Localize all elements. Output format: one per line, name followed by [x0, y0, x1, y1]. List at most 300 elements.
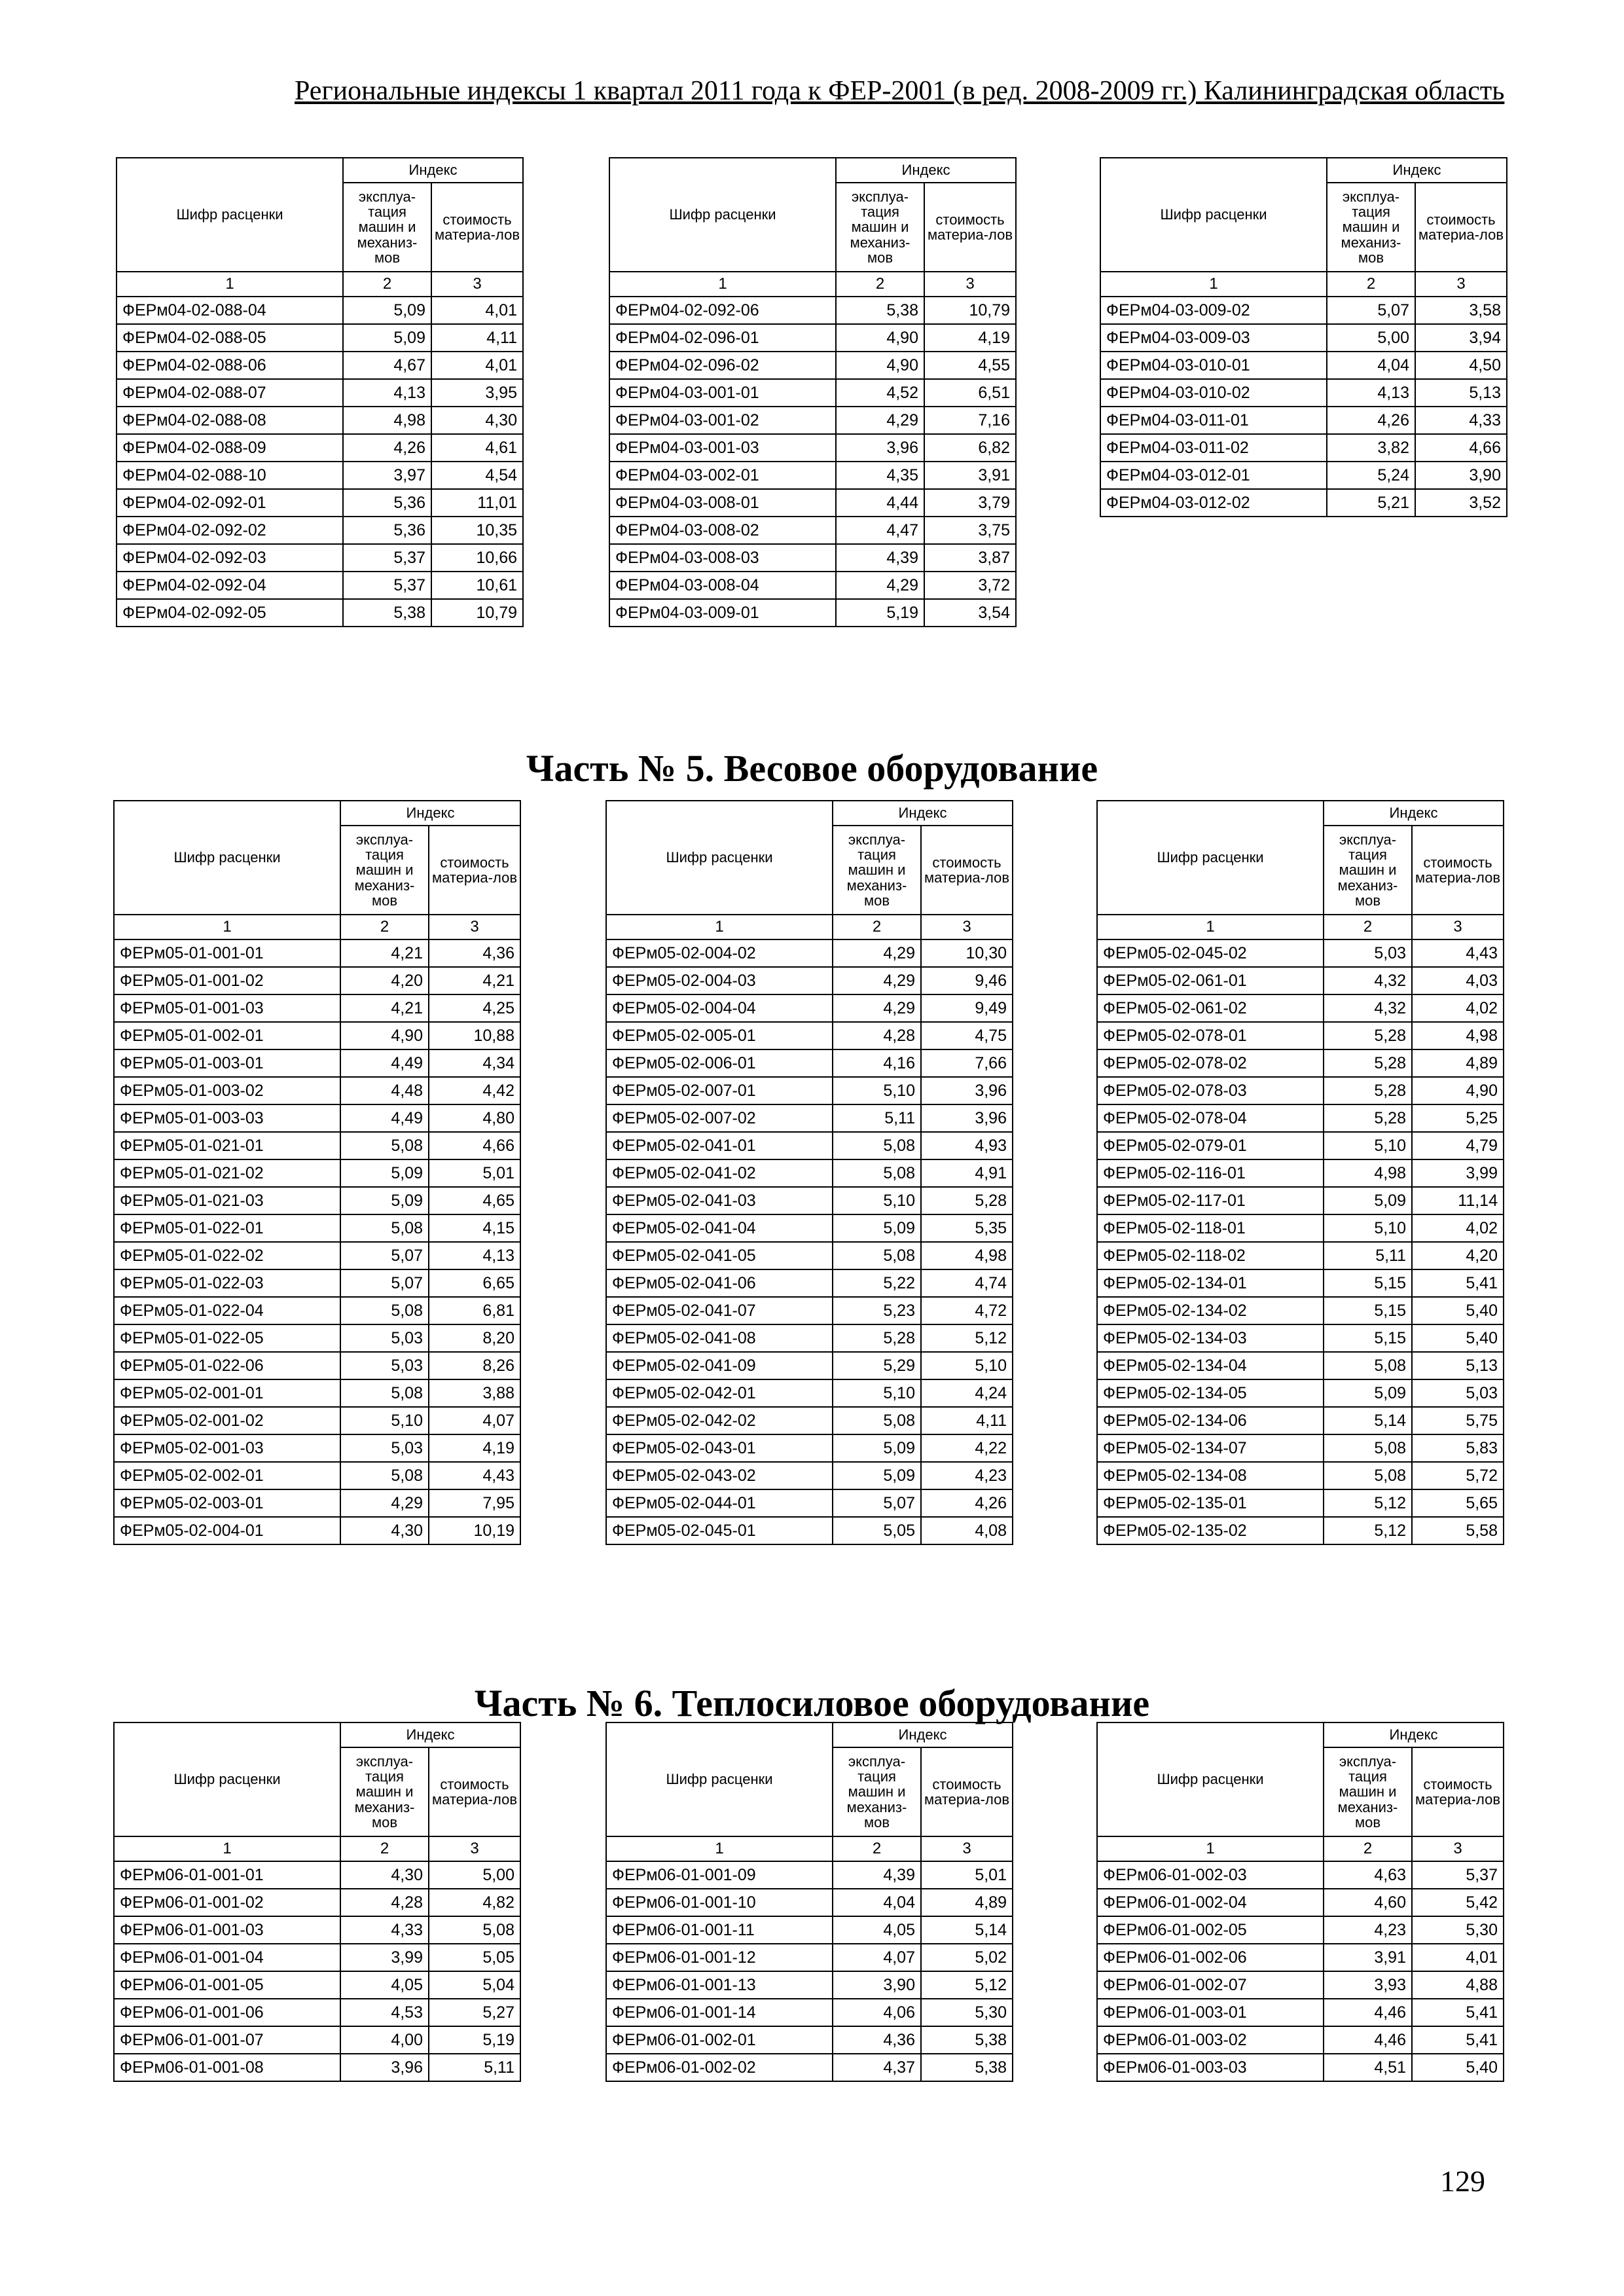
materials-index-cell: 4,74 [921, 1269, 1013, 1297]
materials-index-cell: 5,41 [1412, 2026, 1504, 2054]
index-table [605, 800, 1013, 1545]
column-number: 2 [343, 272, 431, 297]
rate-code-cell: ФЕРм04-02-088-10 [117, 462, 343, 489]
table-row [609, 379, 1016, 407]
materials-index-cell: 4,61 [431, 434, 523, 462]
machines-index-cell: 5,07 [833, 1489, 921, 1517]
rate-code-cell: ФЕРм04-03-008-04 [609, 572, 836, 599]
machines-index-cell: 5,10 [1324, 1214, 1412, 1242]
materials-index-cell: 4,55 [924, 352, 1016, 379]
table-row [606, 1889, 1013, 1916]
table-row [606, 1269, 1013, 1297]
rate-code-cell: ФЕРм05-02-061-02 [1097, 994, 1324, 1022]
machines-index-cell: 5,10 [1324, 1132, 1412, 1159]
rate-code-cell: ФЕРм05-02-045-01 [606, 1517, 833, 1544]
rate-code-cell: ФЕРм05-02-002-01 [114, 1462, 340, 1489]
table-row [609, 352, 1016, 379]
table-row [114, 967, 520, 994]
machines-index-cell: 5,08 [340, 1379, 429, 1407]
column-number: 3 [429, 915, 520, 939]
page-header: Региональные индексы 1 квартал 2011 года к ФЕР-2001 (в ред. 2008-2009 гг.) Калининградская область [295, 76, 1505, 106]
rate-code-cell: ФЕРм05-01-021-02 [114, 1159, 340, 1187]
index-table [609, 157, 1017, 627]
materials-index-cell: 5,11 [429, 2054, 520, 2081]
header-machines: эксплуа-тация машин и механиз-мов [836, 183, 924, 272]
rate-code-cell: ФЕРм06-01-001-11 [606, 1916, 833, 1944]
materials-index-cell: 4,79 [1412, 1132, 1504, 1159]
machines-index-cell: 5,10 [833, 1077, 921, 1104]
header-materials: стоимость материа-лов [429, 1747, 520, 1836]
table-row [117, 517, 523, 544]
machines-index-cell: 4,23 [1324, 1916, 1412, 1944]
table-row [114, 1214, 520, 1242]
machines-index-cell: 5,12 [1324, 1517, 1412, 1544]
materials-index-cell: 5,25 [1412, 1104, 1504, 1132]
table-row [114, 939, 520, 967]
materials-index-cell: 5,14 [921, 1916, 1013, 1944]
materials-index-cell: 5,02 [921, 1944, 1013, 1971]
machines-index-cell: 4,29 [833, 994, 921, 1022]
machines-index-cell: 4,30 [340, 1861, 429, 1889]
materials-index-cell: 5,30 [921, 1999, 1013, 2026]
table-row [117, 599, 523, 627]
table-row [1100, 434, 1507, 462]
header-index: Индекс [833, 801, 1013, 826]
header-index: Индекс [340, 1722, 520, 1747]
rate-code-cell: ФЕРм05-02-041-02 [606, 1159, 833, 1187]
table-row [1097, 1242, 1504, 1269]
rate-code-cell: ФЕРм05-01-001-03 [114, 994, 340, 1022]
table-row [1097, 1489, 1504, 1517]
rate-code-cell: ФЕРм04-03-010-01 [1100, 352, 1327, 379]
machines-index-cell: 4,29 [836, 572, 924, 599]
column-number: 3 [431, 272, 523, 297]
table-row [606, 2054, 1013, 2081]
table-row [114, 1049, 520, 1077]
materials-index-cell: 5,12 [921, 1971, 1013, 1999]
materials-index-cell: 4,90 [1412, 1077, 1504, 1104]
machines-index-cell: 5,11 [1324, 1242, 1412, 1269]
header-index: Индекс [340, 801, 520, 826]
table-row [114, 1132, 520, 1159]
materials-index-cell: 5,41 [1412, 1269, 1504, 1297]
header-code: Шифр расценки [114, 1722, 340, 1836]
column-number: 1 [114, 915, 340, 939]
table-row [114, 1462, 520, 1489]
machines-index-cell: 5,28 [1324, 1022, 1412, 1049]
table-row [606, 1324, 1013, 1352]
materials-index-cell: 4,01 [431, 352, 523, 379]
column-number: 2 [1324, 915, 1412, 939]
materials-index-cell: 4,89 [1412, 1049, 1504, 1077]
machines-index-cell: 5,08 [340, 1297, 429, 1324]
materials-index-cell: 5,13 [1412, 1352, 1504, 1379]
rate-code-cell: ФЕРм06-01-001-14 [606, 1999, 833, 2026]
rate-code-cell: ФЕРм04-02-088-07 [117, 379, 343, 407]
materials-index-cell: 6,65 [429, 1269, 520, 1297]
materials-index-cell: 4,02 [1412, 1214, 1504, 1242]
table-row [114, 1407, 520, 1434]
machines-index-cell: 4,63 [1324, 1861, 1412, 1889]
column-number: 1 [1100, 272, 1327, 297]
machines-index-cell: 5,15 [1324, 1324, 1412, 1352]
header-machines: эксплуа-тация машин и механиз-мов [1327, 183, 1415, 272]
rate-code-cell: ФЕРм06-01-003-01 [1097, 1999, 1324, 2026]
header-code: Шифр расценки [609, 158, 836, 272]
table-row [114, 1517, 520, 1544]
table-row [1097, 1077, 1504, 1104]
table-row [1097, 2054, 1504, 2081]
table-row [1100, 352, 1507, 379]
rate-code-cell: ФЕРм06-01-002-07 [1097, 1971, 1324, 1999]
table-row [1097, 1159, 1504, 1187]
rate-code-cell: ФЕРм05-02-042-01 [606, 1379, 833, 1407]
machines-index-cell: 5,07 [1327, 297, 1415, 324]
machines-index-cell: 5,38 [836, 297, 924, 324]
materials-index-cell: 6,51 [924, 379, 1016, 407]
machines-index-cell: 4,28 [833, 1022, 921, 1049]
table-row [117, 434, 523, 462]
table-row [1097, 1517, 1504, 1544]
table-row [606, 1916, 1013, 1944]
header-materials: стоимость материа-лов [431, 183, 523, 272]
header-code: Шифр расценки [1097, 1722, 1324, 1836]
machines-index-cell: 4,51 [1324, 2054, 1412, 2081]
column-number: 3 [429, 1836, 520, 1861]
column-number: 1 [117, 272, 343, 297]
table-row [606, 1242, 1013, 1269]
header-materials: стоимость материа-лов [921, 1747, 1013, 1836]
machines-index-cell: 5,29 [833, 1352, 921, 1379]
rate-code-cell: ФЕРм05-02-004-04 [606, 994, 833, 1022]
machines-index-cell: 3,99 [340, 1944, 429, 1971]
materials-index-cell: 4,15 [429, 1214, 520, 1242]
machines-index-cell: 3,93 [1324, 1971, 1412, 1999]
machines-index-cell: 5,08 [833, 1407, 921, 1434]
materials-index-cell: 8,20 [429, 1324, 520, 1352]
machines-index-cell: 4,26 [1327, 407, 1415, 434]
machines-index-cell: 5,09 [833, 1214, 921, 1242]
table-row [606, 939, 1013, 967]
materials-index-cell: 4,30 [431, 407, 523, 434]
machines-index-cell: 4,48 [340, 1077, 429, 1104]
table-row [606, 1944, 1013, 1971]
header-materials: стоимость материа-лов [429, 826, 520, 915]
table-row [609, 407, 1016, 434]
machines-index-cell: 5,12 [1324, 1489, 1412, 1517]
machines-index-cell: 5,07 [340, 1242, 429, 1269]
rate-code-cell: ФЕРм05-02-041-04 [606, 1214, 833, 1242]
machines-index-cell: 4,13 [343, 379, 431, 407]
rate-code-cell: ФЕРм06-01-001-13 [606, 1971, 833, 1999]
table-row [606, 1022, 1013, 1049]
table-row [114, 2054, 520, 2081]
rate-code-cell: ФЕРм05-01-003-02 [114, 1077, 340, 1104]
table-row [114, 1944, 520, 1971]
header-index: Индекс [1324, 801, 1504, 826]
machines-index-cell: 4,39 [836, 544, 924, 572]
rate-code-cell: ФЕРм04-03-001-01 [609, 379, 836, 407]
rate-code-cell: ФЕРм05-02-118-01 [1097, 1214, 1324, 1242]
machines-index-cell: 4,06 [833, 1999, 921, 2026]
machines-index-cell: 4,39 [833, 1861, 921, 1889]
table-row [1097, 1104, 1504, 1132]
rate-code-cell: ФЕРм06-01-003-03 [1097, 2054, 1324, 2081]
rate-code-cell: ФЕРм05-01-001-01 [114, 939, 340, 967]
table-row [1100, 462, 1507, 489]
materials-index-cell: 3,90 [1415, 462, 1507, 489]
index-table [1096, 800, 1504, 1545]
machines-index-cell: 4,35 [836, 462, 924, 489]
table-row [114, 1187, 520, 1214]
machines-index-cell: 4,04 [1327, 352, 1415, 379]
materials-index-cell: 7,66 [921, 1049, 1013, 1077]
machines-index-cell: 5,28 [1324, 1049, 1412, 1077]
column-number: 2 [833, 915, 921, 939]
machines-index-cell: 4,29 [833, 967, 921, 994]
rate-code-cell: ФЕРм06-01-002-03 [1097, 1861, 1324, 1889]
materials-index-cell: 9,46 [921, 967, 1013, 994]
materials-index-cell: 3,99 [1412, 1159, 1504, 1187]
section-title-part-5: Часть № 5. Весовое оборудование [526, 747, 1098, 790]
table-row [114, 1352, 520, 1379]
materials-index-cell: 4,22 [921, 1434, 1013, 1462]
machines-index-cell: 4,33 [340, 1916, 429, 1944]
machines-index-cell: 4,49 [340, 1049, 429, 1077]
column-number: 1 [1097, 1836, 1324, 1861]
rate-code-cell: ФЕРм06-01-001-04 [114, 1944, 340, 1971]
materials-index-cell: 4,23 [921, 1462, 1013, 1489]
machines-index-cell: 3,96 [340, 2054, 429, 2081]
materials-index-cell: 9,49 [921, 994, 1013, 1022]
column-number: 2 [1324, 1836, 1412, 1861]
rate-code-cell: ФЕРм05-02-004-01 [114, 1517, 340, 1544]
materials-index-cell: 5,01 [429, 1159, 520, 1187]
materials-index-cell: 11,14 [1412, 1187, 1504, 1214]
machines-index-cell: 3,96 [836, 434, 924, 462]
machines-index-cell: 4,28 [340, 1889, 429, 1916]
machines-index-cell: 5,28 [833, 1324, 921, 1352]
table-row [114, 1916, 520, 1944]
materials-index-cell: 5,04 [429, 1971, 520, 1999]
table-row [1097, 1861, 1504, 1889]
materials-index-cell: 4,24 [921, 1379, 1013, 1407]
rate-code-cell: ФЕРм05-01-022-04 [114, 1297, 340, 1324]
table-row [1097, 1297, 1504, 1324]
table-row [114, 1324, 520, 1352]
rate-code-cell: ФЕРм04-02-092-02 [117, 517, 343, 544]
table-row [606, 1489, 1013, 1517]
column-number: 3 [1415, 272, 1507, 297]
machines-index-cell: 5,24 [1327, 462, 1415, 489]
header-code: Шифр расценки [1097, 801, 1324, 915]
rate-code-cell: ФЕРм05-02-004-03 [606, 967, 833, 994]
machines-index-cell: 4,60 [1324, 1889, 1412, 1916]
machines-index-cell: 4,98 [343, 407, 431, 434]
materials-index-cell: 10,79 [431, 599, 523, 627]
machines-index-cell: 5,23 [833, 1297, 921, 1324]
rate-code-cell: ФЕРм05-01-022-01 [114, 1214, 340, 1242]
header-code: Шифр расценки [606, 801, 833, 915]
table-row [1100, 489, 1507, 517]
rate-code-cell: ФЕРм05-01-022-02 [114, 1242, 340, 1269]
page-number: 129 [1440, 2164, 1485, 2198]
header-machines: эксплуа-тация машин и механиз-мов [1324, 1747, 1412, 1836]
rate-code-cell: ФЕРм06-01-002-02 [606, 2054, 833, 2081]
rate-code-cell: ФЕРм05-02-118-02 [1097, 1242, 1324, 1269]
table-row [1097, 1434, 1504, 1462]
column-number: 2 [836, 272, 924, 297]
materials-index-cell: 5,28 [921, 1187, 1013, 1214]
machines-index-cell: 4,30 [340, 1517, 429, 1544]
rate-code-cell: ФЕРм04-03-009-01 [609, 599, 836, 627]
rate-code-cell: ФЕРм05-02-007-01 [606, 1077, 833, 1104]
materials-index-cell: 4,43 [1412, 939, 1504, 967]
rate-code-cell: ФЕРм06-01-001-02 [114, 1889, 340, 1916]
machines-index-cell: 4,21 [340, 939, 429, 967]
materials-index-cell: 3,72 [924, 572, 1016, 599]
machines-index-cell: 5,38 [343, 599, 431, 627]
rate-code-cell: ФЕРм04-02-092-06 [609, 297, 836, 324]
materials-index-cell: 11,01 [431, 489, 523, 517]
machines-index-cell: 5,14 [1324, 1407, 1412, 1434]
table-row [117, 462, 523, 489]
rate-code-cell: ФЕРм05-02-134-03 [1097, 1324, 1324, 1352]
machines-index-cell: 5,22 [833, 1269, 921, 1297]
machines-index-cell: 5,19 [836, 599, 924, 627]
table-row [1100, 407, 1507, 434]
materials-index-cell: 3,87 [924, 544, 1016, 572]
rate-code-cell: ФЕРм04-02-088-06 [117, 352, 343, 379]
header-index: Индекс [343, 158, 523, 183]
materials-index-cell: 4,98 [1412, 1022, 1504, 1049]
materials-index-cell: 4,36 [429, 939, 520, 967]
materials-index-cell: 4,03 [1412, 967, 1504, 994]
rate-code-cell: ФЕРм05-02-007-02 [606, 1104, 833, 1132]
header-index: Индекс [833, 1722, 1013, 1747]
column-number: 3 [921, 915, 1013, 939]
machines-index-cell: 4,07 [833, 1944, 921, 1971]
machines-index-cell: 4,29 [833, 939, 921, 967]
materials-index-cell: 4,43 [429, 1462, 520, 1489]
column-number: 2 [1327, 272, 1415, 297]
machines-index-cell: 4,67 [343, 352, 431, 379]
table-row [609, 517, 1016, 544]
rate-code-cell: ФЕРм05-02-001-02 [114, 1407, 340, 1434]
rate-code-cell: ФЕРм04-02-092-03 [117, 544, 343, 572]
machines-index-cell: 5,09 [343, 297, 431, 324]
rate-code-cell: ФЕРм06-01-001-05 [114, 1971, 340, 1999]
materials-index-cell: 4,42 [429, 1077, 520, 1104]
machines-index-cell: 5,37 [343, 572, 431, 599]
header-code: Шифр расценки [606, 1722, 833, 1836]
index-table [605, 1722, 1013, 2082]
table-row [114, 1971, 520, 1999]
machines-index-cell: 4,05 [833, 1916, 921, 1944]
rate-code-cell: ФЕРм05-02-135-02 [1097, 1517, 1324, 1544]
materials-index-cell: 5,38 [921, 2054, 1013, 2081]
rate-code-cell: ФЕРм05-02-041-03 [606, 1187, 833, 1214]
machines-index-cell: 4,29 [340, 1489, 429, 1517]
table-row [609, 324, 1016, 352]
table-row [114, 1269, 520, 1297]
rate-code-cell: ФЕРм06-01-003-02 [1097, 2026, 1324, 2054]
table-row [606, 1999, 1013, 2026]
machines-index-cell: 5,03 [340, 1434, 429, 1462]
rate-code-cell: ФЕРм05-02-134-08 [1097, 1462, 1324, 1489]
machines-index-cell: 5,09 [340, 1159, 429, 1187]
machines-index-cell: 4,44 [836, 489, 924, 517]
table-row [117, 544, 523, 572]
rate-code-cell: ФЕРм05-02-043-01 [606, 1434, 833, 1462]
table-row [114, 1999, 520, 2026]
table-row [1097, 1889, 1504, 1916]
column-number: 1 [1097, 915, 1324, 939]
materials-index-cell: 4,19 [924, 324, 1016, 352]
materials-index-cell: 4,19 [429, 1434, 520, 1462]
rate-code-cell: ФЕРм05-02-041-05 [606, 1242, 833, 1269]
rate-code-cell: ФЕРм05-02-134-01 [1097, 1269, 1324, 1297]
rate-code-cell: ФЕРм05-02-078-04 [1097, 1104, 1324, 1132]
materials-index-cell: 3,52 [1415, 489, 1507, 517]
index-table [116, 157, 524, 627]
rate-code-cell: ФЕРм05-02-079-01 [1097, 1132, 1324, 1159]
table-row [1097, 1214, 1504, 1242]
table-row [117, 379, 523, 407]
header-materials: стоимость материа-лов [921, 826, 1013, 915]
rate-code-cell: ФЕРм04-03-008-02 [609, 517, 836, 544]
materials-index-cell: 3,96 [921, 1077, 1013, 1104]
materials-index-cell: 5,27 [429, 1999, 520, 2026]
table-row [606, 2026, 1013, 2054]
table-row [1097, 1049, 1504, 1077]
rate-code-cell: ФЕРм04-03-008-01 [609, 489, 836, 517]
machines-index-cell: 3,97 [343, 462, 431, 489]
table-row [609, 544, 1016, 572]
machines-index-cell: 4,46 [1324, 2026, 1412, 2054]
materials-index-cell: 3,54 [924, 599, 1016, 627]
table-row [1097, 1999, 1504, 2026]
table-row [1097, 967, 1504, 994]
rate-code-cell: ФЕРм05-02-005-01 [606, 1022, 833, 1049]
machines-index-cell: 5,10 [340, 1407, 429, 1434]
machines-index-cell: 5,15 [1324, 1297, 1412, 1324]
table-row [1097, 1187, 1504, 1214]
materials-index-cell: 6,81 [429, 1297, 520, 1324]
materials-index-cell: 4,01 [1412, 1944, 1504, 1971]
machines-index-cell: 4,49 [340, 1104, 429, 1132]
machines-index-cell: 5,36 [343, 517, 431, 544]
table-row [117, 297, 523, 324]
table-row [606, 994, 1013, 1022]
table-row [1097, 994, 1504, 1022]
rate-code-cell: ФЕРм04-03-009-03 [1100, 324, 1327, 352]
index-table [1096, 1722, 1504, 2082]
table-row [606, 1187, 1013, 1214]
materials-index-cell: 4,66 [1415, 434, 1507, 462]
materials-index-cell: 10,19 [429, 1517, 520, 1544]
materials-index-cell: 3,91 [924, 462, 1016, 489]
materials-index-cell: 10,88 [429, 1022, 520, 1049]
machines-index-cell: 4,20 [340, 967, 429, 994]
index-table [1100, 157, 1507, 517]
rate-code-cell: ФЕРм06-01-001-12 [606, 1944, 833, 1971]
rate-code-cell: ФЕРм05-02-001-01 [114, 1379, 340, 1407]
rate-code-cell: ФЕРм06-01-001-01 [114, 1861, 340, 1889]
machines-index-cell: 4,21 [340, 994, 429, 1022]
table-row [114, 1434, 520, 1462]
table-row [606, 1159, 1013, 1187]
